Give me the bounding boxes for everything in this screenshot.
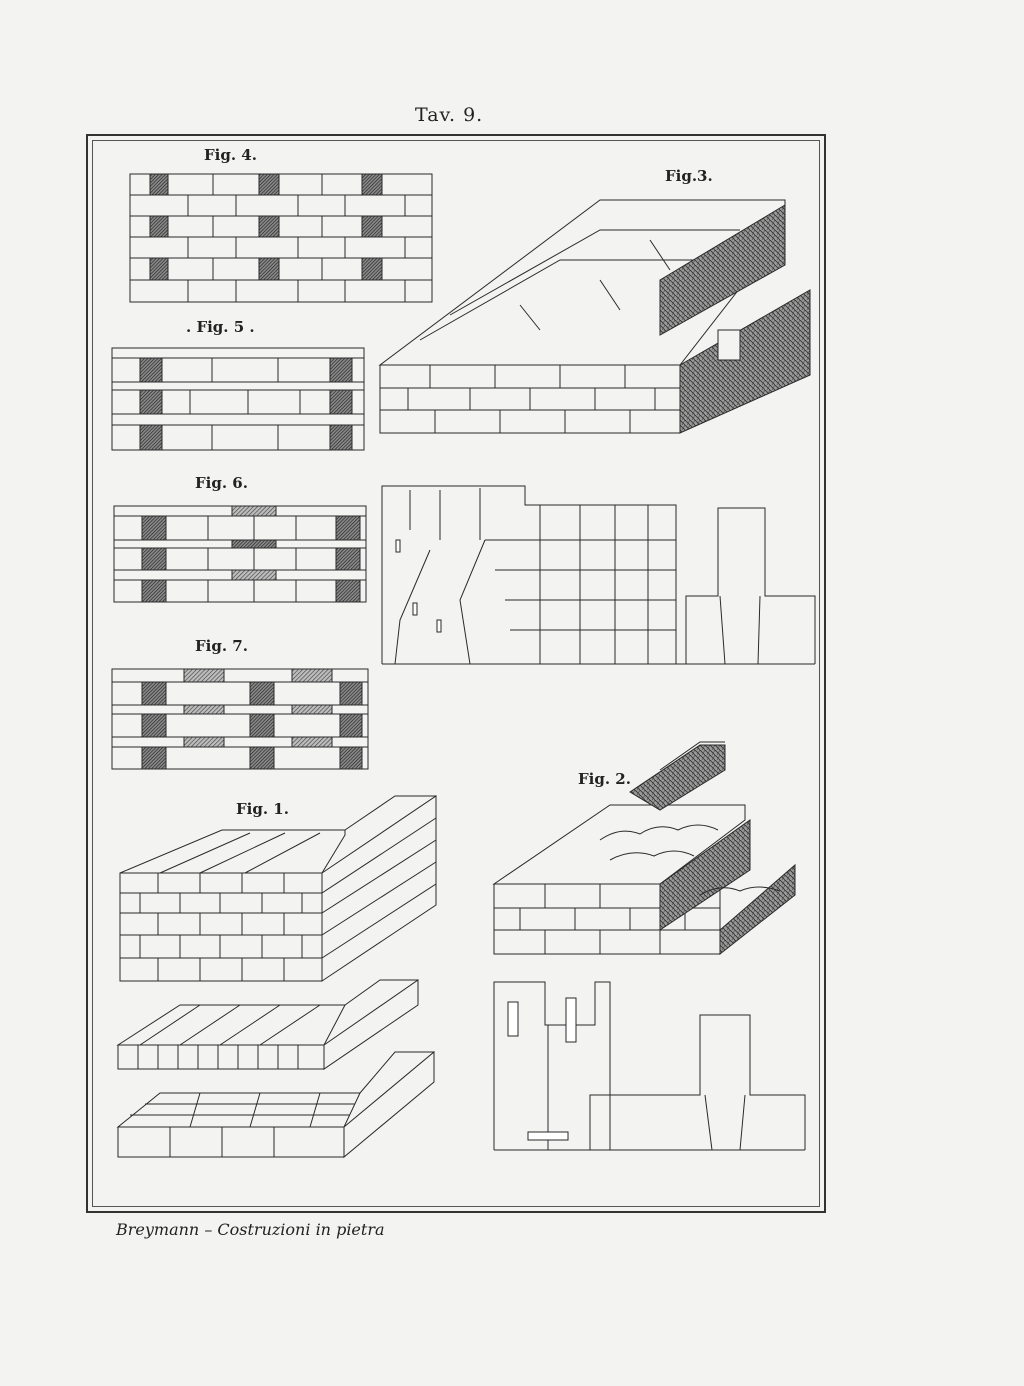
bottom-section-cramps (494, 982, 805, 1150)
fig-5-wall-elevation (112, 348, 364, 450)
fig-7-wall-elevation (112, 669, 368, 769)
fig-6-wall-elevation (114, 506, 366, 602)
fig-3-isometric-wall (380, 200, 810, 433)
fig-label-6: Fig. 6. (195, 474, 248, 492)
fig-4-wall-elevation (130, 174, 432, 302)
fig-label-3: Fig.3. (665, 167, 713, 185)
plate-title: Tav. 9. (415, 104, 484, 126)
plate-caption: Breymann – Costruzioni in pietra (116, 1220, 385, 1239)
fig-label-2: Fig. 2. (578, 770, 631, 788)
fig-label-1: Fig. 1. (236, 800, 289, 818)
fig-2-isometric-wall (494, 742, 795, 954)
fig-label-7: Fig. 7. (195, 637, 248, 655)
wall-section-cramps (382, 486, 815, 664)
fig-label-4: Fig. 4. (204, 146, 257, 164)
fig-1-isometric-layers (118, 796, 436, 1157)
fig-label-5: . Fig. 5 . (186, 318, 255, 336)
